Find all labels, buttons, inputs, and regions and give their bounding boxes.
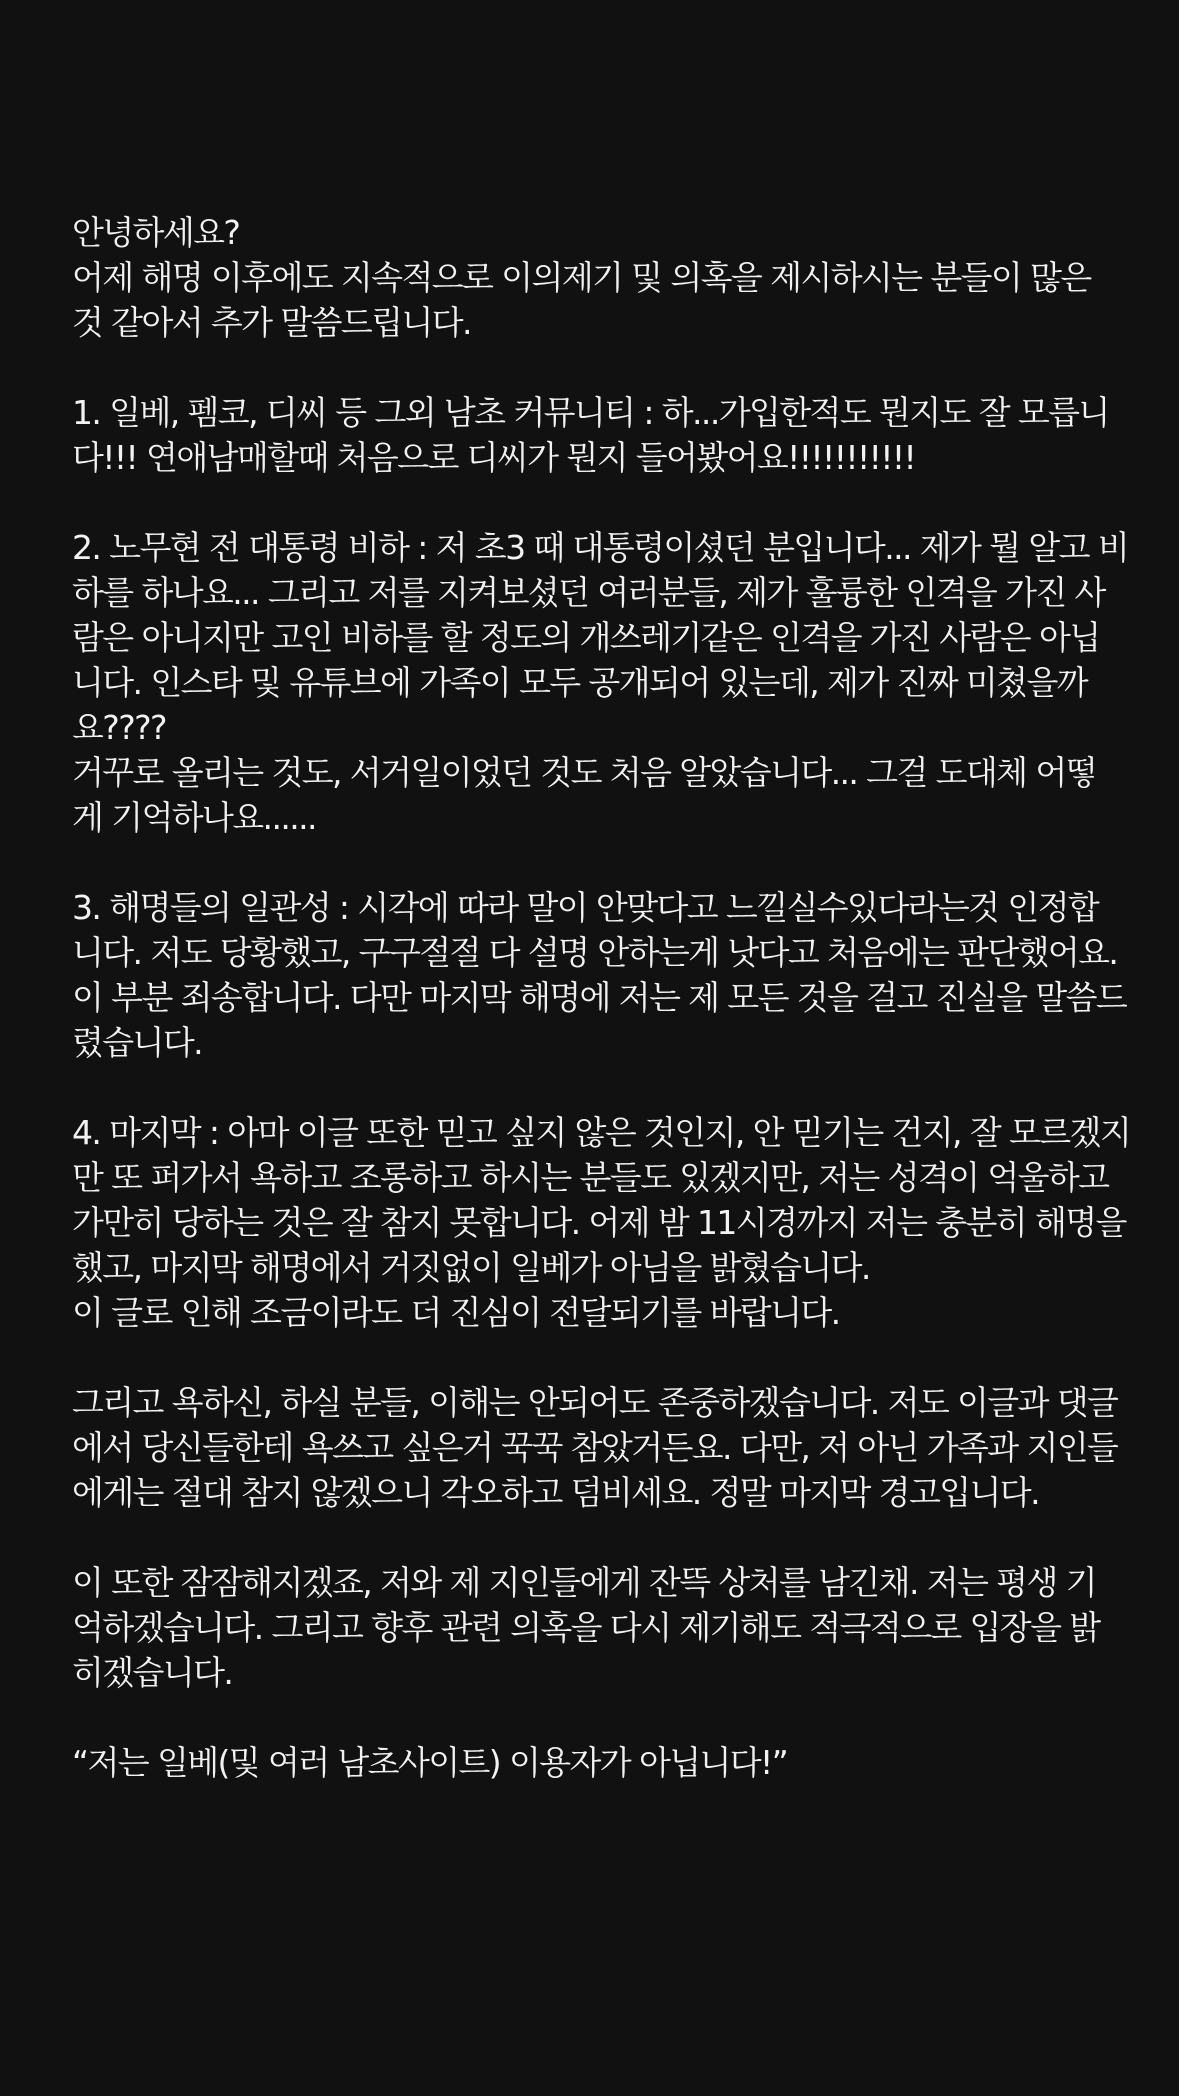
point-2-line: 게 기억하나요...... — [72, 798, 316, 837]
point-2-line: 요???? — [72, 708, 166, 747]
point-2-line: 거꾸로 올리는 것도, 서거일이었던 것도 처음 알았습니다... 그걸 도대체 어떻 — [72, 753, 1096, 792]
closing-line: 히겠습니다. — [72, 1653, 233, 1692]
point-2-line: 니다. 인스타 및 유튜브에 가족이 모두 공개되어 있는데, 제가 진짜 미쳤을까 — [72, 663, 1088, 702]
point-4-paragraph — [72, 1110, 1131, 1335]
point-1-paragraph — [72, 390, 1112, 480]
closing-line: 이 또한 잠잠해지겠죠, 저와 제 지인들에게 잔뜩 상처를 남긴채. 저는 평생 기 — [72, 1563, 1096, 1602]
post-body — [72, 210, 1131, 1785]
point-4-line: 했고, 마지막 해명에서 거짓없이 일베가 아님을 밝혔습니다. — [72, 1248, 870, 1287]
paragraph-gap — [72, 345, 1112, 390]
warning-line: 에서 당신들한테 욕쓰고 싶은거 꾹꾹 참았거든요. 다만, 저 아닌 가족과 지인들 — [72, 1428, 1118, 1467]
warning-line: 그리고 욕하신, 하실 분들, 이해는 안되어도 존중하겠습니다. 저도 이글과 댓글 — [72, 1383, 1118, 1422]
paragraph-gap — [72, 1515, 1112, 1560]
greeting: 안녕하세요? — [72, 213, 240, 252]
point-3-line: 3. 해명들의 일관성 : 시각에 따라 말이 안맞다고 느낄실수있다라는것 인정합 — [72, 888, 1099, 927]
point-3-paragraph — [72, 885, 1127, 1065]
point-2-line: 하를 하나요... 그리고 저를 지켜보셨던 여러분들, 제가 훌륭한 인격을 가진 사 — [72, 573, 1105, 612]
warning-line: 에게는 절대 참지 않겠으니 각오하고 덤비세요. 정말 마지막 경고입니다. — [72, 1473, 1039, 1512]
point-2-paragraph — [72, 525, 1129, 840]
intro-paragraph — [72, 255, 1112, 345]
point-2-line: 람은 아니지만 고인 비하를 할 정도의 개쓰레기같은 인격을 가진 사람은 아닙 — [72, 618, 1100, 657]
point-4-line: 만 또 퍼가서 욕하고 조롱하고 하시는 분들도 있겠지만, 저는 성격이 억울하고 — [72, 1158, 1109, 1197]
point-4-line: 이 글로 인해 조금이라도 더 진심이 전달되기를 바랍니다. — [72, 1293, 840, 1332]
paragraph-gap — [72, 480, 1112, 525]
paragraph-gap — [72, 840, 1112, 885]
point-3-line: 이 부분 죄송합니다. 다만 마지막 해명에 저는 제 모든 것을 걸고 진실을 말씀드 — [72, 978, 1127, 1017]
final-statement: “저는 일베(및 여러 남초사이트) 이용자가 아닙니다!” — [72, 1743, 788, 1782]
paragraph-gap — [72, 1335, 1112, 1380]
closing-paragraph — [72, 1560, 1112, 1695]
point-4-line: 가만히 당하는 것은 잘 참지 못합니다. 어제 밤 11시경까지 저는 충분히 해명을 — [72, 1203, 1126, 1242]
point-1-line: 1. 일베, 펨코, 디씨 등 그외 남초 커뮤니티 : 하...가입한적도 뭔지도 잘 모릅니 — [72, 393, 1109, 432]
point-2-line: 2. 노무현 전 대통령 비하 : 저 초3 때 대통령이셨던 분입니다... 제가 뭘 알고 비 — [72, 528, 1129, 567]
intro-line: 어제 해명 이후에도 지속적으로 이의제기 및 의혹을 제시하시는 분들이 많은 — [72, 258, 1091, 297]
paragraph-gap — [72, 1695, 1112, 1740]
closing-line: 억하겠습니다. 그리고 향후 관련 의혹을 다시 제기해도 적극적으로 입장을 밝 — [72, 1608, 1100, 1647]
point-3-line: 니다. 저도 당황했고, 구구절절 다 설명 안하는게 낫다고 처음에는 판단했어요. — [72, 933, 1118, 972]
paragraph-gap — [72, 1065, 1112, 1110]
intro-line: 것 같아서 추가 말씀드립니다. — [72, 303, 471, 342]
point-1-line: 다!!! 연애남매할때 처음으로 디씨가 뭔지 들어봤어요!!!!!!!!!!! — [72, 438, 916, 477]
point-3-line: 렸습니다. — [72, 1023, 203, 1062]
point-4-line: 4. 마지막 : 아마 이글 또한 믿고 싶지 않은 것인지, 안 믿기는 건지, 잘 모르겠지 — [72, 1113, 1131, 1152]
warning-paragraph — [72, 1380, 1118, 1515]
